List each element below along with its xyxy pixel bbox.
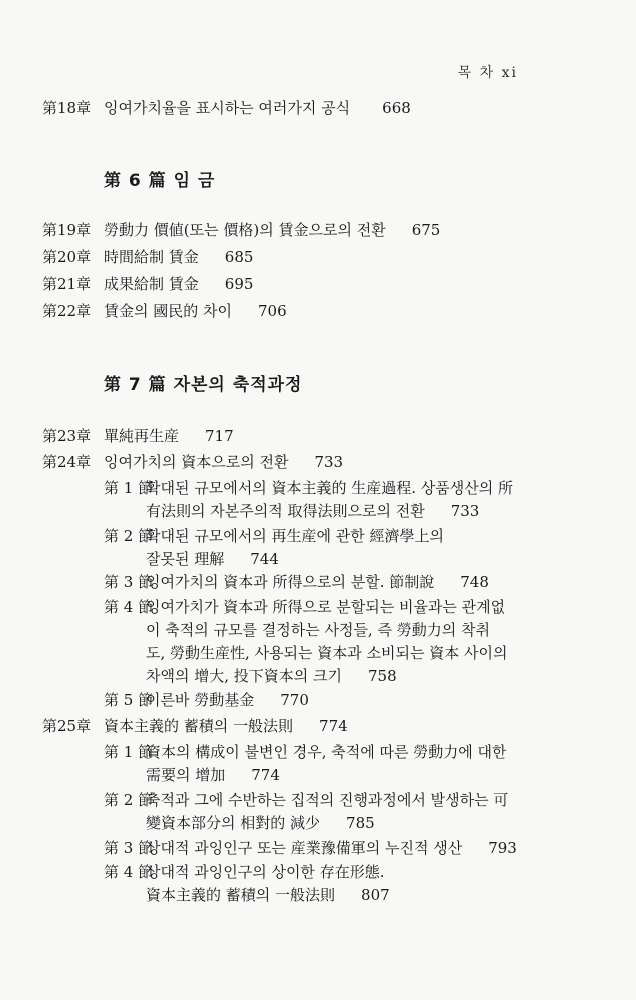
section-title-line: 有法則의 자본주의적 取得法則으로의 전환: [146, 502, 425, 520]
page-number: 717: [205, 427, 234, 445]
section-title-line: 잘못된 理解: [146, 550, 225, 568]
page-number: 774: [319, 717, 348, 735]
chapter-number: 第24章: [42, 453, 92, 471]
toc-entry-ch25: [42, 716, 348, 736]
page-number: 733: [450, 502, 480, 520]
section-number: 第 1 節: [104, 743, 154, 761]
toc-entry-ch21: [42, 274, 253, 294]
toc-entry-ch25-sec4: [104, 862, 384, 882]
section-number: 第 4 節: [104, 598, 154, 616]
toc-entry-ch19: [42, 220, 440, 240]
section-title-line: 확대된 규모에서의 資本主義的 生産過程. 상품생산의 所: [146, 479, 513, 497]
page-number: 748: [460, 573, 489, 591]
toc-entry-ch25-sec3: [104, 838, 517, 858]
page-number: 675: [411, 221, 441, 239]
section-title-line: 축적과 그에 수반하는 집적의 진행과정에서 발생하는 可: [146, 791, 509, 809]
section-title-line: 資本의 構成이 불변인 경우, 축적에 따른 勞動力에 대한: [146, 743, 507, 761]
section-title-line: 도, 勞動生産性, 사용되는 資本과 소비되는 資本 사이의: [146, 644, 508, 662]
section-number: 第 2 節: [104, 527, 154, 545]
chapter-title: 잉여가치의 資本으로의 전환: [104, 453, 289, 471]
section-number: 第 5 節: [104, 691, 154, 709]
toc-entry-ch24-sec5: [104, 690, 309, 710]
chapter-title: 勞動力 價値(또는 價格)의 賃金으로의 전환: [104, 221, 386, 239]
page-number: 685: [224, 248, 254, 266]
toc-entry-ch25-sec4-cont: [146, 885, 390, 905]
page-number: 807: [361, 886, 390, 904]
chapter-title: 成果給制 賃金: [104, 275, 199, 293]
chapter-number: 第22章: [42, 302, 92, 320]
chapter-number: 第18章: [42, 99, 92, 117]
toc-entry-ch25-sec2-cont: [146, 813, 375, 833]
part-title-6: 第 6 篇 임 금: [104, 171, 216, 191]
toc-entry-ch24-sec4-cont: [146, 643, 508, 663]
toc-entry-ch23: [42, 426, 234, 446]
toc-entry-ch24-sec4: [104, 597, 505, 617]
section-title-line: 需要의 增加: [146, 766, 226, 784]
page-number: 774: [251, 766, 280, 784]
section-title-line: 資本主義的 蓄積의 一般法則: [146, 886, 336, 904]
chapter-number: 第25章: [42, 717, 92, 735]
page-number: 770: [280, 691, 309, 709]
section-title-line: 이 축적의 규모를 결정하는 사정들, 즉 勞動力의 착취: [146, 621, 490, 639]
section-title-line: 확대된 규모에서의 再生産에 관한 經濟學上의: [146, 527, 444, 545]
section-number: 第 3 節: [104, 839, 154, 857]
toc-entry-ch25-sec1: [104, 742, 507, 762]
toc-entry-ch24-sec2: [104, 526, 444, 546]
chapter-number: 第23章: [42, 427, 92, 445]
toc-entry-ch22: [42, 301, 287, 321]
page-number: 785: [346, 814, 375, 832]
toc-entry-ch24-sec3: [104, 572, 489, 592]
section-title-line: 상대적 과잉인구 또는 産業豫備軍의 누진적 생산: [146, 839, 463, 857]
chapter-title: 賃金의 國民的 차이: [104, 302, 233, 320]
chapter-number: 第19章: [42, 221, 92, 239]
toc-entry-ch24-sec1: [104, 478, 513, 498]
chapter-title: 時間給制 賃金: [104, 248, 199, 266]
chapter-number: 第20章: [42, 248, 92, 266]
page-number: 695: [224, 275, 254, 293]
page-number: 733: [314, 453, 344, 471]
toc-entry-ch24-sec4-cont: [146, 620, 490, 640]
section-title-line: 상대적 과잉인구의 상이한 存在形態.: [146, 863, 385, 881]
page-number: 758: [368, 667, 397, 685]
running-head: 목 차 xi: [457, 65, 518, 81]
section-number: 第 3 節: [104, 573, 154, 591]
section-number: 第 2 節: [104, 791, 154, 809]
toc-entry-ch20: [42, 247, 253, 267]
toc-entry-ch24-sec2-cont: [146, 549, 279, 569]
toc-entry-ch24-sec1-cont: [146, 501, 479, 521]
chapter-title: 資本主義的 蓄積의 一般法則: [104, 717, 294, 735]
section-title-line: 잉여가치가 資本과 所得으로 분할되는 비율과는 관계없: [146, 598, 506, 616]
page-number: 706: [258, 302, 287, 320]
section-title-line: 잉여가치의 資本과 所得으로의 분할. 節制說: [146, 573, 435, 591]
chapter-title: 잉여가치율을 표시하는 여러가지 공식: [104, 99, 351, 117]
page-number: 793: [488, 839, 517, 857]
toc-entry-ch24: [42, 452, 343, 472]
section-title-line: 이른바 勞動基金: [146, 691, 255, 709]
section-number: 第 1 節: [104, 479, 154, 497]
toc-entry-ch24-sec4-cont: [146, 666, 397, 686]
chapter-title: 單純再生産: [104, 427, 180, 445]
toc-entry-ch18: [42, 98, 411, 118]
page-number: 668: [382, 99, 411, 117]
chapter-number: 第21章: [42, 275, 92, 293]
toc-entry-ch25-sec1-cont: [146, 765, 280, 785]
part-title-7: 第 7 篇 자본의 축적과정: [104, 375, 303, 395]
toc-entry-ch25-sec2: [104, 790, 508, 810]
page-number: 744: [250, 550, 279, 568]
section-title-line: 變資本部分의 相對的 減少: [146, 814, 321, 832]
section-number: 第 4 節: [104, 863, 154, 881]
section-title-line: 차액의 增大, 投下資本의 크기: [146, 667, 343, 685]
